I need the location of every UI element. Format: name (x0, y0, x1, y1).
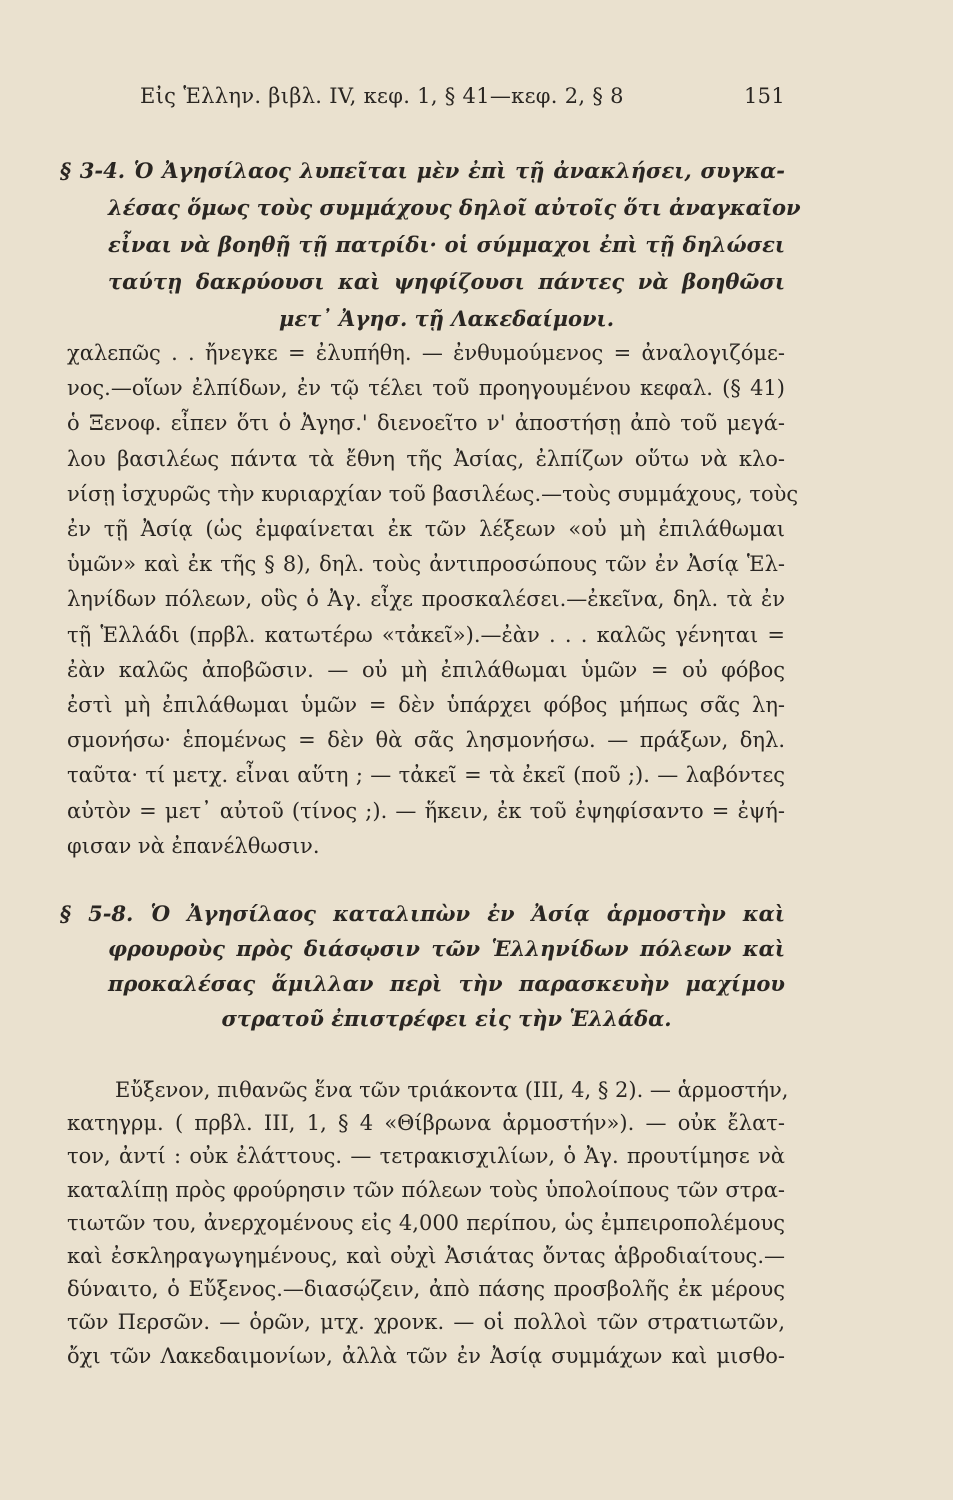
note-line: τῶν Περσῶν. — ὁρῶν, μτχ. χρονκ. — οἱ πολλοὶ τῶν στρατιωτῶν, (67, 1310, 785, 1335)
note-line: καὶ ἐσκληραγωγημένους, καὶ οὐχὶ Ἀσιάτας ὄντας ἁβροδιαίτους.— (67, 1244, 785, 1268)
note-line: ὁ Ξενοφ. εἶπεν ὅτι ὁ Ἀγησ.' διενοεῖτο ν' ἀποστήσῃ ἀπὸ τοῦ μεγά- (67, 411, 785, 436)
note-line: ταῦτα· τί μετχ. εἶναι αὕτη ; — τἀκεῖ = τὰ ἐκεῖ (ποῦ ;). — λαβόντες (67, 763, 785, 788)
note-line: ληνίδων πόλεων, οὓς ὁ Ἀγ. εἶχε προσκαλέσει.—ἐκεῖνα, δηλ. τὰ ἐν (67, 587, 785, 612)
summary-line: φρουροὺς πρὸς διάσῳσιν τῶν Ἑλληνίδων πόλεων καὶ (108, 936, 785, 961)
summary-line: εἶναι νὰ βοηθῇ τῇ πατρίδι· οἱ σύμμαχοι ἐπὶ τῇ δηλώσει (108, 232, 785, 257)
note-line: ἐν τῇ Ἀσίᾳ (ὡς ἐμφαίνεται ἐκ τῶν λέξεων «οὐ μὴ ἐπιλάθωμαι (67, 517, 785, 541)
note-line: τον, ἀντί : οὐκ ἐλάττους. — τετρακισχιλίων, ὁ Ἀγ. προυτίμησε νὰ (67, 1144, 785, 1169)
note-line: Εὔξενον, πιθανῶς ἕνα τῶν τριάκοντα (III, 4, § 2). — ἁρμοστήν, (115, 1078, 789, 1102)
summary-line: προκαλέσας ἅμιλλαν περὶ τὴν παρασκευὴν μαχίμου (108, 971, 785, 996)
note-line: νος.—οἵων ἐλπίδων, ἐν τῷ τέλει τοῦ προηγουμένου κεφαλ. (§ 41) (67, 376, 785, 401)
page-number: 151 (744, 84, 785, 108)
note-line: σμονήσω· ἑπομένως = δὲν θὰ σᾶς λησμονήσω. — πράξων, δηλ. (67, 728, 785, 753)
note-line: καταλίπῃ πρὸς φρούρησιν τῶν πόλεων τοὺς ὑπολοίπους τῶν στρα- (67, 1177, 785, 1202)
note-line: ἐστὶ μὴ ἐπιλάθωμαι ὑμῶν = δὲν ὑπάρχει φόβος μήπως σᾶς λη- (67, 693, 785, 717)
note-line: αὐτὸν = μετ᾽ αὐτοῦ (τίνος ;). — ἥκειν, ἐκ τοῦ ἐψηφίσαντο = ἐψή- (67, 798, 785, 823)
note-line: ὄχι τῶν Λακεδαιμονίων, ἀλλὰ τῶν ἐν Ἀσίᾳ συμμάχων καὶ μισθο- (67, 1343, 785, 1368)
note-line: φισαν νὰ ἐπανέλθωσιν. (67, 833, 320, 858)
note-line: ἐὰν καλῶς ἀποβῶσιν. — οὐ μὴ ἐπιλάθωμαι ὑμῶν = οὐ φόβος (67, 657, 785, 682)
note-line: ὑμῶν» καὶ ἐκ τῆς § 8), δηλ. τοὺς ἀντιπροσώπους τῶν ἐν Ἀσίᾳ Ἑλ- (67, 552, 785, 577)
note-line: κατηγρμ. ( πρβλ. III, 1, § 4 «Θίβρωνα ἁρμοστήν»). — οὐκ ἔλατ- (67, 1111, 785, 1136)
summary-line: λέσας ὅμως τοὺς συμμάχους δηλοῖ αὐτοῖς ὅτι ἀναγκαῖον (108, 195, 801, 220)
note-line: δύναιτο, ὁ Εὔξενος.—διασῴζειν, ἀπὸ πάσης προσβολῆς ἐκ μέρους (67, 1277, 785, 1302)
summary-line: ταύτῃ δακρύουσι καὶ ψηφίζουσι πάντες νὰ βοηθῶσι (108, 269, 785, 294)
summary-line: § 3-4. Ὁ Ἀγησίλαος λυπεῖται μὲν ἐπὶ τῇ ἀνακλήσει, συγκα- (60, 158, 785, 183)
note-line: τιωτῶν του, ἀνερχομένους εἰς 4,000 περίπου, ὡς ἐμπειροπολέμους (67, 1210, 785, 1235)
summary-line: § 5-8. Ὁ Ἀγησίλαος καταλιπὼν ἐν Ἀσίᾳ ἁρμοστὴν καὶ (60, 901, 785, 926)
note-line: λου βασιλέως πάντα τὰ ἔθνη τῆς Ἀσίας, ἐλπίζων οὕτω νὰ κλο- (67, 446, 785, 471)
summary-line: μετ᾽ Ἀγησ. τῇ Λακεδαίμονι. (278, 306, 615, 331)
note-line: νίσῃ ἰσχυρῶς τὴν κυριαρχίαν τοῦ βασιλέως.—τοὺς συμμάχους, τοὺς (67, 481, 799, 506)
summary-line: στρατοῦ ἐπιστρέφει εἰς τὴν Ἑλλάδα. (221, 1006, 672, 1031)
running-title: Εἰς Ἑλλην. βιβλ. IV, κεφ. 1, § 41—κεφ. 2, § 8 (140, 84, 624, 108)
note-line: χαλεπῶς . . ἤνεγκε = ἐλυπήθη. — ἐνθυμούμενος = ἀναλογιζόμε- (67, 341, 785, 365)
note-line: τῇ Ἑλλάδι (πρβλ. κατωτέρω «τἀκεῖ»).—ἐὰν . . . καλῶς γένηται = (67, 622, 785, 647)
running-header (140, 84, 785, 108)
